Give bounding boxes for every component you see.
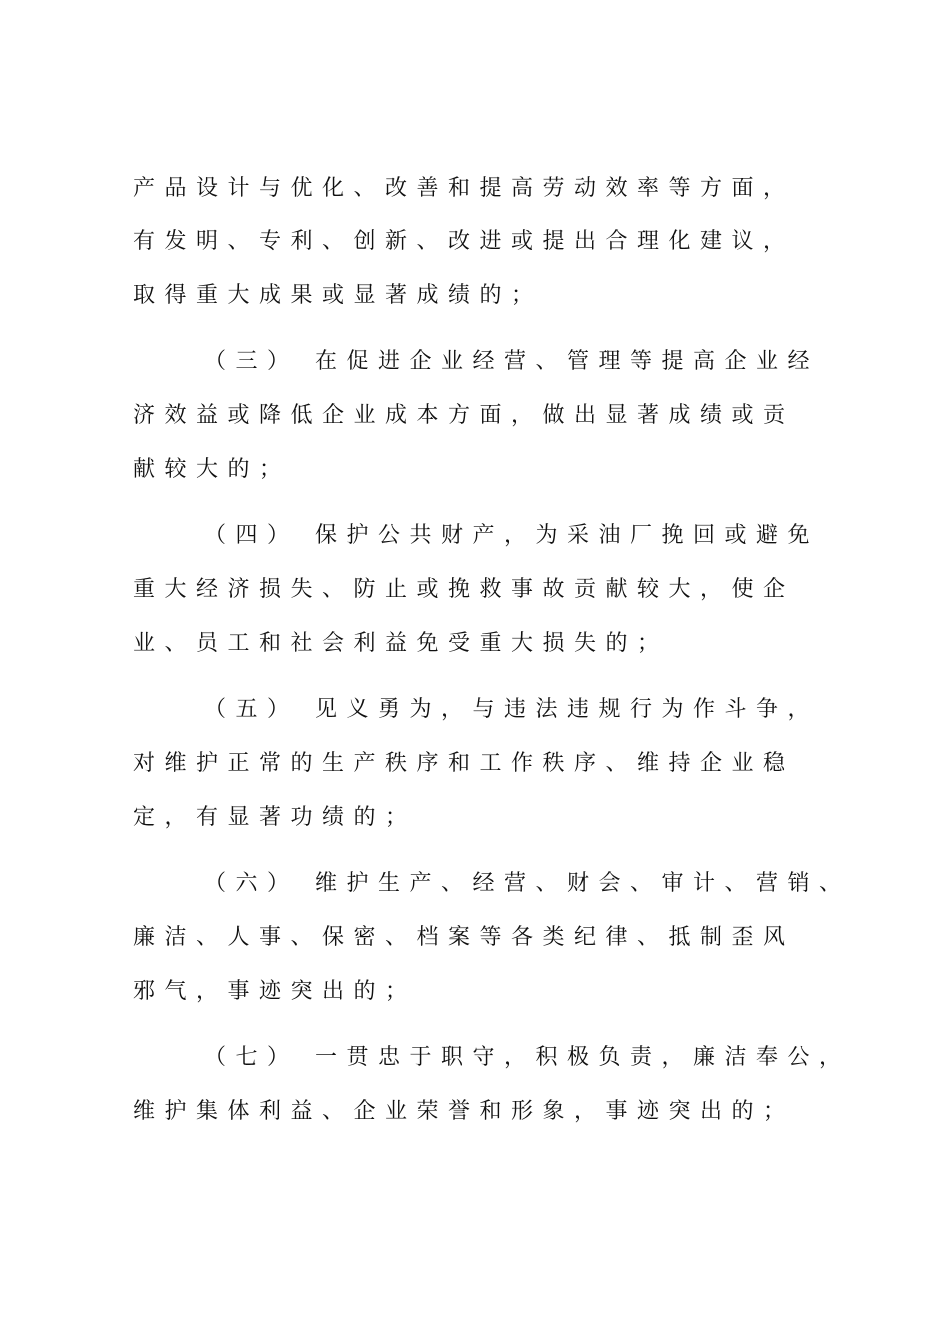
text-line: 邪气，事迹突出的； <box>133 979 417 1004</box>
clause-7-line: （七） 一贯忠于职守，积极负责，廉洁奉公， <box>204 1045 851 1070</box>
text-line: 重大经济损失、防止或挽救事故贡献较大，使企 <box>133 577 795 602</box>
text-line: 产品设计与优化、改善和提高劳动效率等方面， <box>133 176 795 201</box>
text-line: 取得重大成果或显著成绩的； <box>133 283 543 308</box>
text-line: 献较大的； <box>133 457 291 482</box>
text-line: 有发明、专利、创新、改进或提出合理化建议， <box>133 229 795 254</box>
text-line: 对维护正常的生产秩序和工作秩序、维持企业稳 <box>133 751 795 776</box>
text-line: 维护集体利益、企业荣誉和形象，事迹突出的； <box>133 1099 795 1124</box>
text-line: 业、员工和社会利益免受重大损失的； <box>133 631 669 656</box>
clause-6-line: （六） 维护生产、经营、财会、审计、营销、 <box>204 871 851 896</box>
clause-5-line: （五） 见义勇为，与违法违规行为作斗争， <box>204 697 819 722</box>
clause-4-line: （四） 保护公共财产，为采油厂挽回或避免 <box>204 523 819 548</box>
text-line: 定，有显著功绩的； <box>133 805 417 830</box>
text-line: 廉洁、人事、保密、档案等各类纪律、抵制歪风 <box>133 925 795 950</box>
clause-3-line: （三） 在促进企业经营、管理等提高企业经 <box>204 349 819 374</box>
text-line: 济效益或降低企业成本方面，做出显著成绩或贡 <box>133 403 795 428</box>
